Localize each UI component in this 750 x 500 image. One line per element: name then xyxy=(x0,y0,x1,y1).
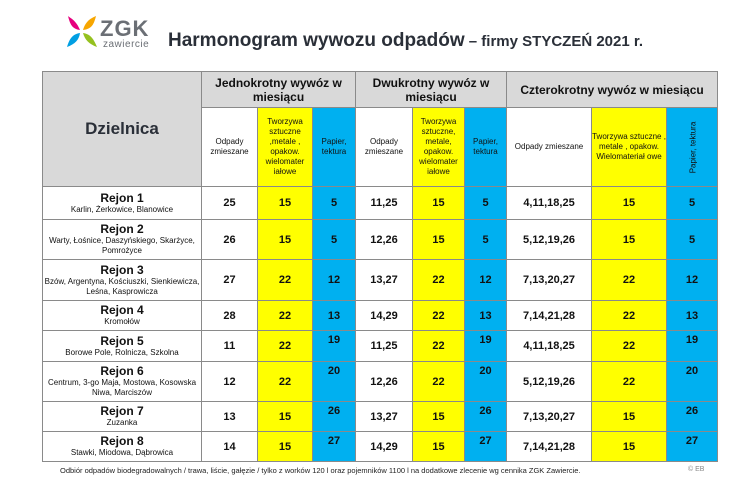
district-cell xyxy=(43,432,202,462)
paper-once-cell: 5 xyxy=(313,187,356,220)
district-areas: Centrum, 3-go Maja, Mostowa, Kosowska Niwa, Marciszów xyxy=(47,378,197,397)
district-name: Rejon 8 xyxy=(100,434,144,448)
plastic-four-cell: 15 xyxy=(592,432,667,462)
plastic-once-cell: 15 xyxy=(258,220,313,260)
mixed-four-cell: 4,11,18,25 xyxy=(507,187,592,220)
district-name: Rejon 3 xyxy=(100,262,144,277)
logo-subtitle: zawiercie xyxy=(103,39,150,50)
table-row xyxy=(43,220,718,260)
district-header: Dzielnica xyxy=(43,72,202,187)
mixed-twice-cell: 13,27 xyxy=(356,402,413,432)
mixed-four-cell: 5,12,19,26 xyxy=(507,362,592,402)
paper-once-cell: 13 xyxy=(313,301,356,331)
title-main: Harmonogram wywozu odpadów xyxy=(168,30,465,51)
mixed-twice-cell: 14,29 xyxy=(356,432,413,462)
paper-once-cell: 19 xyxy=(313,331,356,362)
district-name: Rejon 1 xyxy=(100,190,144,205)
plastic-twice-cell: 22 xyxy=(413,331,465,362)
paper-four-cell: 13 xyxy=(667,301,718,331)
zgk-logo xyxy=(66,14,166,54)
plastic-once-cell: 22 xyxy=(258,331,313,362)
paper-once-cell: 20 xyxy=(313,362,356,402)
mixed-four-cell: 4,11,18,25 xyxy=(507,331,592,362)
paper-twice-cell: 20 xyxy=(465,362,507,402)
leaf-logo-icon xyxy=(66,14,98,50)
district-cell xyxy=(43,402,202,432)
district-areas: Bzów, Argentyna, Kościuszki, Sienkiewicza, Leśna, Kasprowicza xyxy=(44,276,200,296)
paper-four-cell: 26 xyxy=(667,402,718,432)
sub-header-paper-label: Papier, tektura xyxy=(688,121,698,173)
paper-four-cell: 5 xyxy=(667,187,718,220)
plastic-four-cell: 15 xyxy=(592,220,667,260)
district-areas: Zuzanka xyxy=(106,418,138,427)
table-row xyxy=(43,301,718,331)
district-areas: Karlin, Żerkowice, Blanowice xyxy=(70,204,174,214)
district-areas: Warty, Łośnice, Daszyńskiego, Skarżyce, Pomrożyce xyxy=(49,236,195,255)
table-row xyxy=(43,331,718,362)
table-row xyxy=(43,432,718,462)
plastic-four-cell: 22 xyxy=(592,331,667,362)
paper-four-cell: 19 xyxy=(667,331,718,362)
mixed-four-cell: 5,12,19,26 xyxy=(507,220,592,260)
mixed-twice-cell: 12,26 xyxy=(356,220,413,260)
sub-header-paper: Papier, tektura xyxy=(313,108,356,187)
district-name: Rejon 4 xyxy=(100,303,144,317)
paper-four-cell: 27 xyxy=(667,432,718,462)
plastic-twice-cell: 15 xyxy=(413,432,465,462)
paper-once-cell: 12 xyxy=(313,260,356,301)
plastic-once-cell: 22 xyxy=(258,362,313,402)
mixed-four-cell: 7,14,21,28 xyxy=(507,432,592,462)
paper-once-cell: 26 xyxy=(313,402,356,432)
plastic-once-cell: 15 xyxy=(258,187,313,220)
group-header-four: Czterokrotny wywóz w miesiącu xyxy=(507,72,718,108)
table-row xyxy=(43,362,718,402)
group-header-once: Jednokrotny wywóz w miesiącu xyxy=(202,72,356,108)
district-cell xyxy=(43,220,202,260)
paper-once-cell: 27 xyxy=(313,432,356,462)
plastic-once-cell: 22 xyxy=(258,260,313,301)
paper-twice-cell: 19 xyxy=(465,331,507,362)
district-cell xyxy=(43,187,202,220)
credit: © EB xyxy=(688,466,705,473)
mixed-twice-cell: 12,26 xyxy=(356,362,413,402)
page-title xyxy=(168,30,643,52)
plastic-twice-cell: 22 xyxy=(413,362,465,402)
district-name: Rejon 2 xyxy=(100,222,144,236)
plastic-four-cell: 22 xyxy=(592,301,667,331)
plastic-twice-cell: 15 xyxy=(413,187,465,220)
sub-header-paper: Papier, tektura xyxy=(465,108,507,187)
sub-header-plastic: Tworzywa sztuczne, metale, opakow. wielomater iałowe xyxy=(413,108,465,187)
plastic-twice-cell: 22 xyxy=(413,301,465,331)
paper-twice-cell: 27 xyxy=(465,432,507,462)
mixed-once-cell: 28 xyxy=(202,301,258,331)
mixed-twice-cell: 11,25 xyxy=(356,187,413,220)
plastic-four-cell: 22 xyxy=(592,260,667,301)
plastic-once-cell: 15 xyxy=(258,402,313,432)
sub-header-plastic: Tworzywa sztuczne ,metale , opakow. wielomater iałowe xyxy=(258,108,313,187)
sub-header-mixed: Odpady zmieszane xyxy=(356,108,413,187)
paper-twice-cell: 5 xyxy=(465,187,507,220)
district-areas: Kromołów xyxy=(104,317,140,326)
schedule-table xyxy=(42,71,718,462)
district-areas: Stawki, Miodowa, Dąbrowica xyxy=(70,448,174,457)
plastic-twice-cell: 15 xyxy=(413,220,465,260)
sub-header-mixed: Odpady zmieszane xyxy=(202,108,258,187)
table-row xyxy=(43,402,718,432)
paper-twice-cell: 13 xyxy=(465,301,507,331)
table-row xyxy=(43,260,718,301)
mixed-once-cell: 14 xyxy=(202,432,258,462)
plastic-four-cell: 15 xyxy=(592,402,667,432)
sub-header-plastic: Tworzywa sztuczne , metale , opakow. Wielomateriał owe xyxy=(592,108,667,187)
plastic-four-cell: 22 xyxy=(592,362,667,402)
mixed-once-cell: 13 xyxy=(202,402,258,432)
plastic-twice-cell: 15 xyxy=(413,402,465,432)
mixed-twice-cell: 13,27 xyxy=(356,260,413,301)
paper-twice-cell: 5 xyxy=(465,220,507,260)
sub-header-paper xyxy=(667,108,718,187)
paper-twice-cell: 12 xyxy=(465,260,507,301)
district-name: Rejon 7 xyxy=(100,404,144,418)
sub-header-mixed: Odpady zmieszane xyxy=(507,108,592,187)
mixed-four-cell: 7,13,20,27 xyxy=(507,260,592,301)
table-row xyxy=(43,187,718,220)
plastic-once-cell: 15 xyxy=(258,432,313,462)
mixed-once-cell: 25 xyxy=(202,187,258,220)
paper-four-cell: 5 xyxy=(667,220,718,260)
district-name: Rejon 5 xyxy=(100,333,144,348)
title-suffix: – firmy STYCZEŃ 2021 r. xyxy=(464,33,644,50)
paper-twice-cell: 26 xyxy=(465,402,507,432)
plastic-twice-cell: 22 xyxy=(413,260,465,301)
logo-name: ZGK xyxy=(100,16,150,41)
plastic-four-cell: 15 xyxy=(592,187,667,220)
paper-four-cell: 20 xyxy=(667,362,718,402)
group-header-twice: Dwukrotny wywóz w miesiącu xyxy=(356,72,507,108)
mixed-once-cell: 11 xyxy=(202,331,258,362)
mixed-once-cell: 27 xyxy=(202,260,258,301)
mixed-twice-cell: 14,29 xyxy=(356,301,413,331)
district-cell xyxy=(43,362,202,402)
mixed-twice-cell: 11,25 xyxy=(356,331,413,362)
district-cell xyxy=(43,260,202,301)
district-areas: Borowe Pole, Rolnicza, Szkolna xyxy=(65,347,179,357)
mixed-once-cell: 26 xyxy=(202,220,258,260)
plastic-once-cell: 22 xyxy=(258,301,313,331)
paper-four-cell: 12 xyxy=(667,260,718,301)
footer-note: Odbiór odpadów biodegradowalnych / trawa, liście, gałęzie / tylko z worków 120 l oraz pojemników 1100 l na dodatkowe zlecenie wg cennika ZGK Zawiercie. xyxy=(60,466,581,475)
district-cell xyxy=(43,301,202,331)
mixed-four-cell: 7,14,21,28 xyxy=(507,301,592,331)
district-name: Rejon 6 xyxy=(100,364,144,378)
district-cell xyxy=(43,331,202,362)
mixed-four-cell: 7,13,20,27 xyxy=(507,402,592,432)
mixed-once-cell: 12 xyxy=(202,362,258,402)
paper-once-cell: 5 xyxy=(313,220,356,260)
